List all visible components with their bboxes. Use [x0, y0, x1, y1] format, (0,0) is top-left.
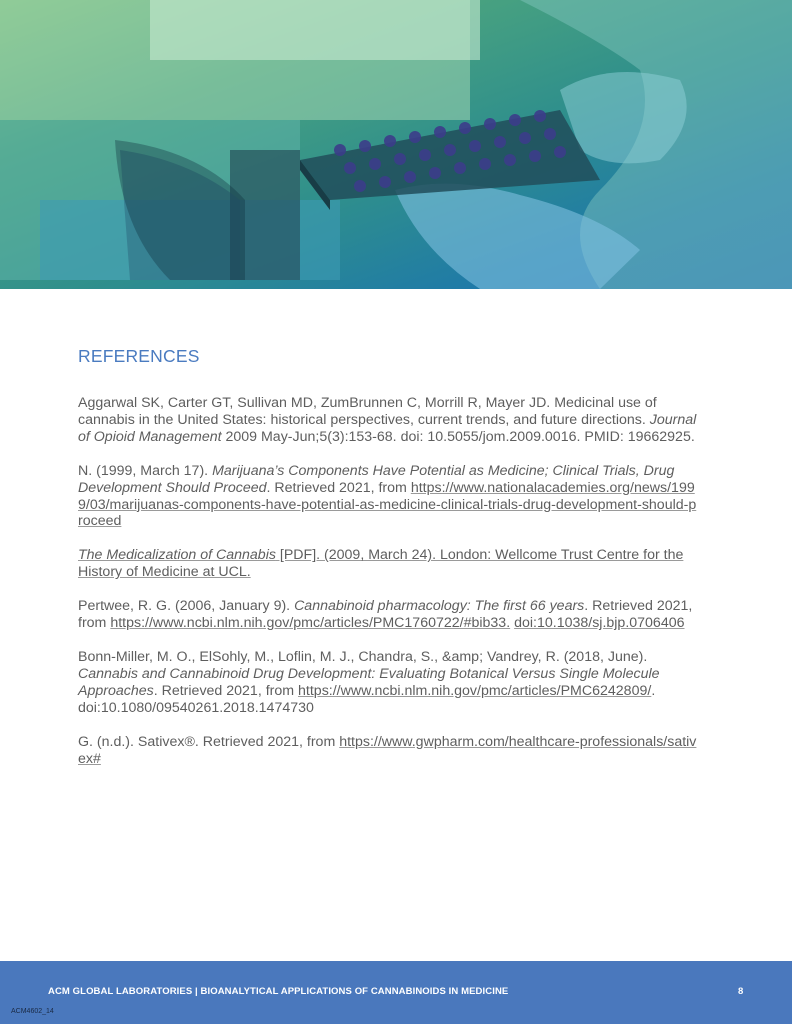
reference-item-2: N. (1999, March 17). Marijuana’s Components Have Potential as Medicine; Clinical Trials, Drug Development Should Proceed. Retrieved 2021, from https://www.nationalacademies.org/news/1999/03/marijuanas-components-have-potential-as-medicine-clinical-trials-drug-development-should-proceed — [78, 462, 697, 530]
page-number: 8 — [738, 986, 744, 997]
page-footer — [0, 961, 792, 1024]
article-title: Marijuana’s Components Have Potential as Medicine; Clinical Trials, Drug Development Should Proceed — [78, 462, 675, 496]
reference-link[interactable]: The Medicalization of Cannabis [PDF]. (2009, March 24). London: Wellcome Trust Centre for the History of Medicine at UCL. — [78, 547, 684, 581]
reference-item-4: Pertwee, R. G. (2006, January 9). Cannabinoid pharmacology: The first 66 years. Retrieved 2021, from https://www.ncbi.nlm.nih.gov/pmc/articles/PMC1760722/#bib33. doi:10.1038/sj.bjp.0706406 — [78, 598, 693, 632]
footer-title: ACM GLOBAL LABORATORIES | BIOANALYTICAL APPLICATIONS OF CANNABINOIDS IN MEDICINE — [48, 986, 509, 997]
reference-link[interactable]: https://www.ncbi.nlm.nih.gov/pmc/articles/PMC6242809/ — [298, 682, 652, 699]
references-heading: REFERENCES — [78, 346, 200, 366]
reference-item-3 — [78, 547, 698, 581]
document-code: ACM4602_14 — [11, 1008, 54, 1015]
reference-item-6: G. (n.d.). Sativex®. Retrieved 2021, from https://www.gwpharm.com/healthcare-professionals/sativex# — [78, 733, 697, 767]
document-title: The Medicalization of Cannabis — [78, 547, 276, 564]
reference-link[interactable]: https://www.nationalacademies.org/news/1999/03/marijuanas-components-have-potential-as-medicine-clinical-trials-drug-development-should-proceed — [78, 479, 697, 530]
journal-title: Journal of Opioid Management — [78, 411, 697, 445]
article-title: Cannabinoid pharmacology: The first 66 years — [294, 598, 585, 615]
reference-link[interactable]: https://www.ncbi.nlm.nih.gov/pmc/articles/PMC1760722/#bib33. — [110, 615, 511, 632]
references-section — [78, 346, 698, 784]
article-title: Cannabis and Cannabinoid Drug Development: Evaluating Botanical Versus Single Molecule Approaches — [78, 665, 660, 699]
hero-lab-photo — [0, 0, 792, 289]
doi-link[interactable]: doi:10.1038/sj.bjp.0706406 — [514, 615, 685, 632]
reference-item-5: Bonn-Miller, M. O., ElSohly, M., Loflin, M. J., Chandra, S., &amp; Vandrey, R. (2018, June). Cannabis and Cannabinoid Drug Development: Evaluating Botanical Versus Single Molecule Approaches. Retrieved 2021, from https://www.ncbi.nlm.nih.gov/pmc/articles/PMC6242809/. doi:10.1080/09540261.2018.1474730 — [78, 648, 660, 716]
reference-link[interactable]: https://www.gwpharm.com/healthcare-professionals/sativex# — [78, 733, 697, 767]
reference-item-1: Aggarwal SK, Carter GT, Sullivan MD, ZumBrunnen C, Morrill R, Mayer JD. Medicinal use of cannabis in the United States: historical perspectives, current trends, and future directions. Journal of Opioid Management 2009 May-Jun;5(3):153-68. doi: 10.5055/jom.2009.0016. PMID: 19662925. — [78, 395, 697, 445]
